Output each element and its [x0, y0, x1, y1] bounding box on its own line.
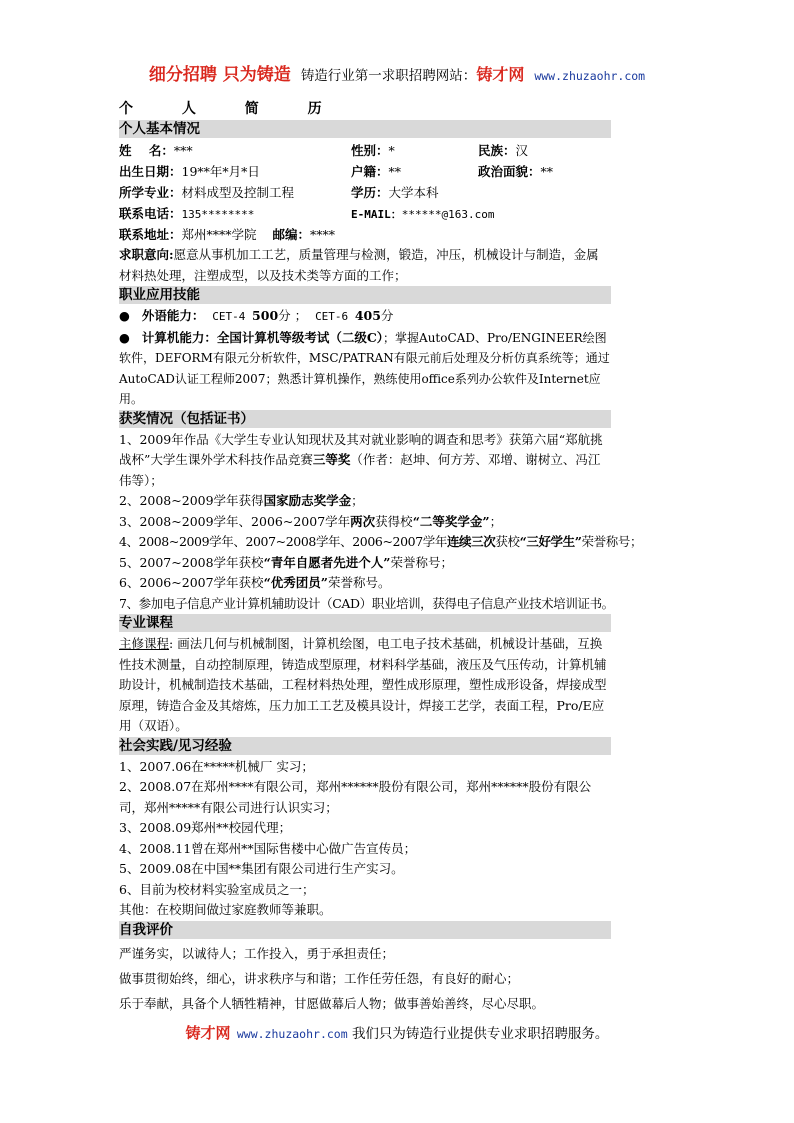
section-heading-skills: 职业应用技能 [119, 286, 611, 304]
award-6-pre: 6、2006~2007学年获校 [119, 575, 264, 590]
practice-item: 1、2007.06在*****机械厂 实习； [119, 758, 314, 774]
practice-item: 3、2008.09郑州**校园代理； [119, 820, 292, 835]
ethnic-label: 民族： [478, 143, 516, 158]
award-4-post: 荣誉称号； [581, 534, 643, 549]
award-3-mid: 获得校 [375, 513, 413, 529]
award-1-bold: 三等奖 [312, 452, 351, 467]
header-site-link[interactable]: www.zhuzaohr.com [534, 69, 646, 83]
award-5-post: 荣誉称号； [390, 554, 453, 570]
self-item: 做事贯彻始终，细心，讲求秩序与和谐；工作任劳任怨，有良好的耐心； [119, 970, 520, 986]
comp-label: 计算机能力：全国计算机等级考试（二级C） [141, 329, 384, 345]
award-4-mid: 获校 [495, 534, 520, 549]
addr-label: 联系地址： [119, 227, 182, 242]
birth-value: 19**年*月*日 [181, 164, 260, 179]
cet4-unit: 分 ； [278, 308, 316, 323]
courses-label: 主修课程 [119, 636, 170, 651]
lang-label: 外语能力： [141, 308, 205, 323]
zip-label: 邮编： [272, 227, 310, 242]
cet6-label: CET-6 [315, 310, 355, 323]
award-4-pre: 4、2008~2009学年、2007~2008学年、2006~2007学年 [119, 534, 447, 549]
practice-item: 2、2008.07在郑州****有限公司，郑州******股份有限公司，郑州******股份有限公司，郑州*****有限公司进行认识实习； [119, 779, 592, 815]
practice-item: 6、目前为校材料实验室成员之一； [119, 881, 315, 897]
award-3-pre: 3、2008~2009学年、2006~2007学年 [119, 513, 351, 529]
cet6-unit: 分 [380, 308, 394, 323]
gender-label: 性别： [351, 143, 389, 158]
info-row-2 [119, 161, 611, 182]
intent-value: 愿意从事机加工工艺，质量管理与检测，锻造，冲压，机械设计与制造，金属材料热处理，注塑成型，以及技术类等方面的工作； [119, 247, 599, 283]
name-label: 姓 名： [119, 143, 174, 158]
resume-content [119, 98, 643, 1016]
politics-label: 政治面貌： [478, 164, 541, 179]
award-5-pre: 5、2007~2008学年获校 [119, 554, 264, 570]
award-7: 7、参加电子信息产业计算机辅助设计（CAD）职业培训，获得电子信息产业技术培训证书。 [119, 595, 614, 611]
politics-value: ** [540, 164, 554, 179]
award-3 [119, 512, 611, 533]
section-heading-courses: 专业课程 [119, 614, 611, 632]
award-3-bold: 两次 [350, 513, 376, 529]
email-value: ******@163.com [401, 208, 495, 221]
footer-site-link[interactable]: www.zhuzaohr.com [236, 1027, 348, 1041]
award-5 [119, 553, 611, 574]
section-heading-self: 自我评价 [119, 921, 611, 939]
award-2-pre: 2、2008~2009学年获得 [119, 493, 264, 508]
edu-label: 学历： [351, 185, 389, 200]
major-label: 所学专业： [119, 185, 182, 200]
cet6-score: 405 [354, 308, 381, 323]
header-brand: 铸才网 [476, 65, 525, 84]
ethnic-value: 汉 [515, 143, 529, 158]
addr-value: 郑州****学院 [181, 227, 257, 242]
comp-value: ；掌握AutoCAD、Pro/ENGINEER绘图软件，DEFORM有限元分析软件，MSC/PATRAN有限元前后处理及分析仿真系统等；通过AutoCAD认证工程师2007；熟悉计算机操作，熟练使用office系列办公软件及Internet应用。 [119, 330, 610, 406]
award-1 [119, 430, 611, 492]
phone-label: 联系电话： [119, 206, 182, 221]
name-value: *** [173, 143, 193, 158]
hukou-value: ** [388, 164, 402, 179]
zip-value: **** [309, 227, 335, 242]
page-footer [0, 1022, 794, 1043]
self-item: 乐于奉献，具备个人牺牲精神，甘愿做幕后人物；做事善始善终，尽心尽职。 [119, 995, 545, 1011]
job-intent [119, 245, 611, 286]
self-item: 严谨务实，以诚待人；工作投入，勇于承担责任； [119, 945, 395, 961]
birth-label: 出生日期： [119, 164, 182, 179]
info-row-3 [119, 182, 611, 203]
cet4-label: CET-4 [212, 310, 253, 323]
practice-item: 4、2008.11曾在郑州**国际售楼中心做广告宣传员； [119, 840, 417, 856]
award-4-bold: 连续三次 [446, 534, 496, 549]
award-2-bold: 国家励志奖学金 [263, 493, 352, 508]
practice-item: 其他：在校期间做过家庭教师等兼职。 [119, 902, 332, 917]
award-4-bold2: “三好学生” [519, 534, 582, 549]
award-3-bold2: “二等奖学金” [412, 513, 490, 529]
award-4 [119, 532, 643, 553]
info-row-1 [119, 140, 611, 161]
doc-title: 个 人 简 历 [119, 101, 344, 117]
section-heading-practice: 社会实践/见习经验 [119, 737, 611, 755]
section-heading-basic: 个人基本情况 [119, 120, 611, 138]
edu-value: 大学本科 [388, 185, 439, 200]
award-1-pre: 1、2009年作品《大学生专业认知现状及其对就业影响的调查和思考》获第六届“郑航挑战杯”大学生课外学术科技作品竞赛 [119, 431, 603, 467]
major-value: 材料成型及控制工程 [181, 185, 295, 200]
info-row-4 [119, 203, 611, 224]
header-slogan: 细分招聘 只为铸造 [148, 65, 291, 85]
gender-value: * [388, 143, 395, 158]
award-5-bold: “青年自愿者先进个人” [263, 554, 391, 570]
award-6-post: 荣誉称号。 [327, 575, 391, 590]
info-row-5 [119, 224, 611, 245]
courses-body: : 画法几何与机械制图，计算机绘图，电工电子技术基础，机械设计基础，互换性技术测量，自动控制原理，铸造成型原理，材料科学基础，液压及气压传动，计算机辅助设计，机械制造技术基础，工程材料热处理，塑性成形原理，塑性成形设备，焊接成型原理，铸造合金及其熔炼，压力加工工艺及模具设计，焊接工艺学，表面工程，Pro/E应用（双语）。 [119, 636, 607, 733]
cet4-score: 500 [252, 308, 279, 323]
skill-language: ● 外语能力： CET-4 500分 ； CET-6 405分 [119, 308, 394, 323]
award-6-bold: “优秀团员” [263, 575, 328, 590]
intent-label: 求职意向: [119, 247, 174, 262]
footer-text: 我们只为铸造行业提供专业求职招聘服务。 [351, 1026, 609, 1042]
phone-value: 135******** [181, 208, 255, 221]
courses-text [119, 634, 611, 737]
email-label: E-MAIL： [351, 208, 402, 221]
skill-computer: ● 计算机能力：全国计算机等级考试（二级C）；掌握AutoCAD、Pro/ENGINEER绘图软件，DEFORM有限元分析软件，MSC/PATRAN有限元前后处理及分析仿真系统等；通过AutoCAD认证工程师2007；熟悉计算机操作，熟练使用office系列办公软件及Internet应用。 [119, 329, 610, 406]
award-3-post: ； [489, 513, 503, 529]
section-heading-awards: 获奖情况（包括证书） [119, 410, 611, 428]
footer-brand: 铸才网 [185, 1024, 231, 1042]
page-header [0, 60, 794, 85]
award-2-post: ； [351, 493, 364, 508]
hukou-label: 户籍： [351, 164, 389, 179]
award-1-post: （作者：赵坤、何方芳、邓增、谢树立、冯江伟等）； [119, 452, 601, 488]
header-tagline: 铸造行业第一求职招聘网站： [300, 68, 477, 84]
practice-item: 5、2009.08在中国**集团有限公司进行生产实习。 [119, 861, 404, 876]
award-6 [119, 573, 611, 594]
award-2 [119, 491, 611, 512]
